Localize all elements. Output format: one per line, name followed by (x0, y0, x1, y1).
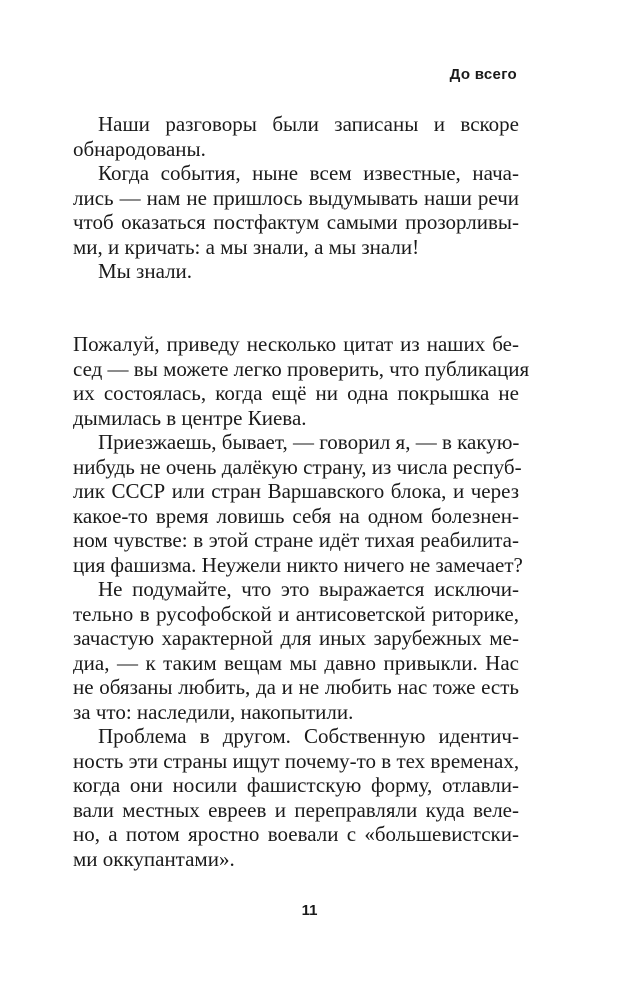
text-line: Не подумайте, что это выражается исключи- (98, 577, 519, 601)
text-line: сед — вы можете легко проверить, что публикация (73, 356, 530, 381)
text-line: обнародованы. (73, 136, 206, 161)
text-line: ми, и кричать: а мы знали, а мы знали! (73, 234, 420, 259)
text-line: ми оккупантами». (73, 846, 235, 871)
text-block-2 (73, 332, 530, 871)
running-head: До всего (449, 66, 517, 83)
text-line: тельно в русофобской и антисоветской риторике, (73, 601, 519, 626)
text-line: диа, — к таким вещам мы давно привыкли. Нас (73, 650, 519, 675)
text-line: нибудь не очень далёкую страну, из числа респуб- (73, 454, 522, 479)
text-line: лись — нам не пришлось выдумывать наши речи (73, 185, 519, 210)
text-line: Пожалуй, приведу несколько цитат из наших бе- (73, 332, 519, 356)
text-line: когда они носили фашистскую форму, отлавли- (73, 773, 519, 797)
text-line: их состоялась, когда ещё ни одна покрышка не (73, 381, 519, 405)
text-line: ность эти страны ищут почему-то в тех временах, (73, 748, 520, 773)
text-line: Проблема в другом. Собственную идентич- (98, 724, 519, 748)
page-number: 11 (301, 902, 318, 919)
text-line: ном чувстве: в этой стране идёт тихая реабилита- (73, 528, 519, 552)
text-line: не обязаны любить, да и не любить нас тоже есть (73, 675, 519, 699)
text-line: ция фашизма. Неужели никто ничего не замечает? (73, 552, 523, 577)
text-line: вали местных евреев и переправляли куда веле- (73, 797, 519, 822)
text-line: Наши разговоры были записаны и вскоре (98, 112, 519, 136)
text-line: какое-то время ловишь себя на одном болезнен- (73, 503, 519, 528)
text-line: Мы знали. (98, 259, 193, 283)
text-line: лик СССР или стран Варшавского блока, и через (73, 479, 519, 503)
text-line: дымилась в центре Киева. (73, 405, 307, 430)
text-line: но, а потом яростно воевали с «большевистски- (73, 822, 519, 846)
text-line: чтоб оказаться постфактум самыми прозорливы- (73, 210, 519, 234)
text-block-1 (73, 112, 519, 284)
text-line: за что: наследили, накопытили. (73, 699, 354, 724)
text-line: зачастую характерной для иных зарубежных ме- (73, 626, 519, 650)
text-line: Приезжаешь, бывает, — говорил я, — в какую- (98, 430, 520, 454)
text-line: Когда события, ныне всем известные, нача- (98, 161, 519, 185)
